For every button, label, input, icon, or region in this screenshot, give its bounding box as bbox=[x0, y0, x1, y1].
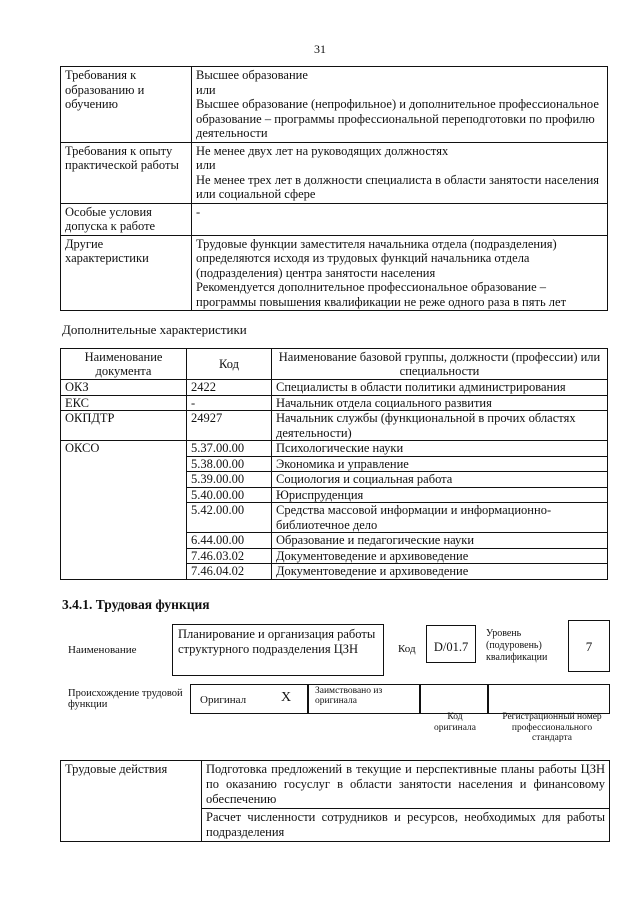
cell-code: 2422 bbox=[187, 380, 272, 396]
cell-name: Средства массовой информации и информационно-библиотечное дело bbox=[272, 503, 608, 533]
page-number: 31 bbox=[314, 42, 326, 56]
value-line: Не менее двух лет на руководящих должностях bbox=[196, 143, 449, 158]
table-row bbox=[61, 235, 608, 311]
section-title: 3.4.1. Трудовая функция bbox=[62, 597, 210, 612]
header-name: Наименование базовой группы, должности (профессии) или специальности bbox=[272, 349, 608, 380]
origin-label: Происхождение трудовой функции bbox=[68, 688, 183, 710]
cell-name: Экономика и управление bbox=[272, 456, 608, 472]
code-original-label: Код оригинала bbox=[434, 712, 476, 733]
row-value bbox=[192, 67, 608, 143]
code-box: D/01.7 bbox=[426, 625, 476, 663]
cell-name: Начальник отдела социального развития bbox=[272, 395, 608, 411]
cell-code: - bbox=[187, 395, 272, 411]
cell-name: Психологические науки bbox=[272, 441, 608, 457]
table-row bbox=[61, 203, 608, 235]
additional-table bbox=[60, 348, 608, 580]
row-value bbox=[192, 142, 608, 203]
code-label: Код bbox=[398, 643, 416, 655]
table-row bbox=[61, 67, 608, 143]
row-label: Трудовые действия bbox=[61, 761, 202, 842]
level-box: 7 bbox=[568, 620, 610, 672]
value-line: Рекомендуется дополнительное профессиональное образование – программы повышения квалификации не реже одного раза в пять лет bbox=[196, 280, 567, 309]
cell-name: Документоведение и архивоведение bbox=[272, 564, 608, 580]
cell-code: 5.39.00.00 bbox=[187, 472, 272, 488]
reg-number-cell bbox=[488, 684, 610, 714]
action-item: Подготовка предложений в текущие и перспективные планы работы ЦЗН по оказанию госуслуг в области занятости населения и финансовому обеспечению bbox=[202, 761, 610, 809]
cell-code: 24927 bbox=[187, 411, 272, 441]
cell-name: Документоведение и архивоведение bbox=[272, 548, 608, 564]
cell-name: Социология и социальная работа bbox=[272, 472, 608, 488]
cell-code: 7.46.03.02 bbox=[187, 548, 272, 564]
table-row bbox=[61, 411, 608, 441]
value-line: или bbox=[196, 82, 216, 97]
value-line: Высшее образование (непрофильное) и дополнительное профессиональное образование – программы профессиональной переподготовки по профилю деятельности bbox=[196, 97, 599, 140]
requirements-table bbox=[60, 66, 608, 311]
labor-actions-table bbox=[60, 760, 610, 842]
row-label: Требования к опыту практической работы bbox=[61, 142, 192, 203]
header-code: Код bbox=[187, 349, 272, 380]
row-label: Особые условия допуска к работе bbox=[61, 203, 192, 235]
cell-doc: ОКЗ bbox=[61, 380, 187, 396]
table-row bbox=[61, 395, 608, 411]
cell-name: Образование и педагогические науки bbox=[272, 533, 608, 549]
row-label: Другие характеристики bbox=[61, 235, 192, 311]
table-row bbox=[61, 761, 610, 809]
value-line: Трудовые функции заместителя начальника отдела (подразделения) определяются исходя из трудовых функций начальника отдела (подразделения) центра занятости населения bbox=[196, 236, 557, 280]
original-mark: X bbox=[281, 690, 292, 705]
table-row bbox=[61, 441, 608, 457]
additional-heading: Дополнительные характеристики bbox=[62, 322, 247, 337]
cell-code: 5.40.00.00 bbox=[187, 487, 272, 503]
value-line: Не менее трех лет в должности специалиста в области занятости населения или социальной сфере bbox=[196, 172, 600, 201]
cell-name: Начальник службы (функциональной в прочих областях деятельности) bbox=[272, 411, 608, 441]
row-value bbox=[192, 235, 608, 311]
level-label: Уровень (подуровень) квалификации bbox=[486, 628, 548, 663]
function-name-box: Планирование и организация работы структурного подразделения ЦЗН bbox=[172, 624, 384, 676]
name-label: Наименование bbox=[68, 644, 137, 656]
header-doc: Наименование документа bbox=[61, 349, 187, 380]
cell-code: 6.44.00.00 bbox=[187, 533, 272, 549]
cell-name: Специалисты в области политики администрирования bbox=[272, 380, 608, 396]
table-row bbox=[61, 142, 608, 203]
action-item: Расчет численности сотрудников и ресурсов, необходимых для работы подразделения bbox=[202, 809, 610, 842]
reg-number-label: Регистрационный номер профессионального стандарта bbox=[502, 712, 602, 743]
cell-code: 5.42.00.00 bbox=[187, 503, 272, 533]
cell-doc: ОКСО bbox=[61, 441, 187, 580]
cell-code: 5.38.00.00 bbox=[187, 456, 272, 472]
cell-doc: ЕКС bbox=[61, 395, 187, 411]
row-value bbox=[192, 203, 608, 235]
table-header-row bbox=[61, 349, 608, 380]
value-line: Высшее образование bbox=[196, 68, 308, 82]
original-label: Оригинал bbox=[200, 694, 247, 706]
borrowed-label: Заимствовано из оригинала bbox=[315, 686, 383, 706]
value-line: или bbox=[196, 158, 216, 172]
cell-doc: ОКПДТР bbox=[61, 411, 187, 441]
cell-name: Юриспруденция bbox=[272, 487, 608, 503]
cell-code: 7.46.04.02 bbox=[187, 564, 272, 580]
table-row bbox=[61, 380, 608, 396]
value-line: - bbox=[196, 204, 201, 219]
code-original-cell bbox=[420, 684, 488, 714]
row-label: Требования к образованию и обучению bbox=[61, 67, 192, 143]
cell-code: 5.37.00.00 bbox=[187, 441, 272, 457]
